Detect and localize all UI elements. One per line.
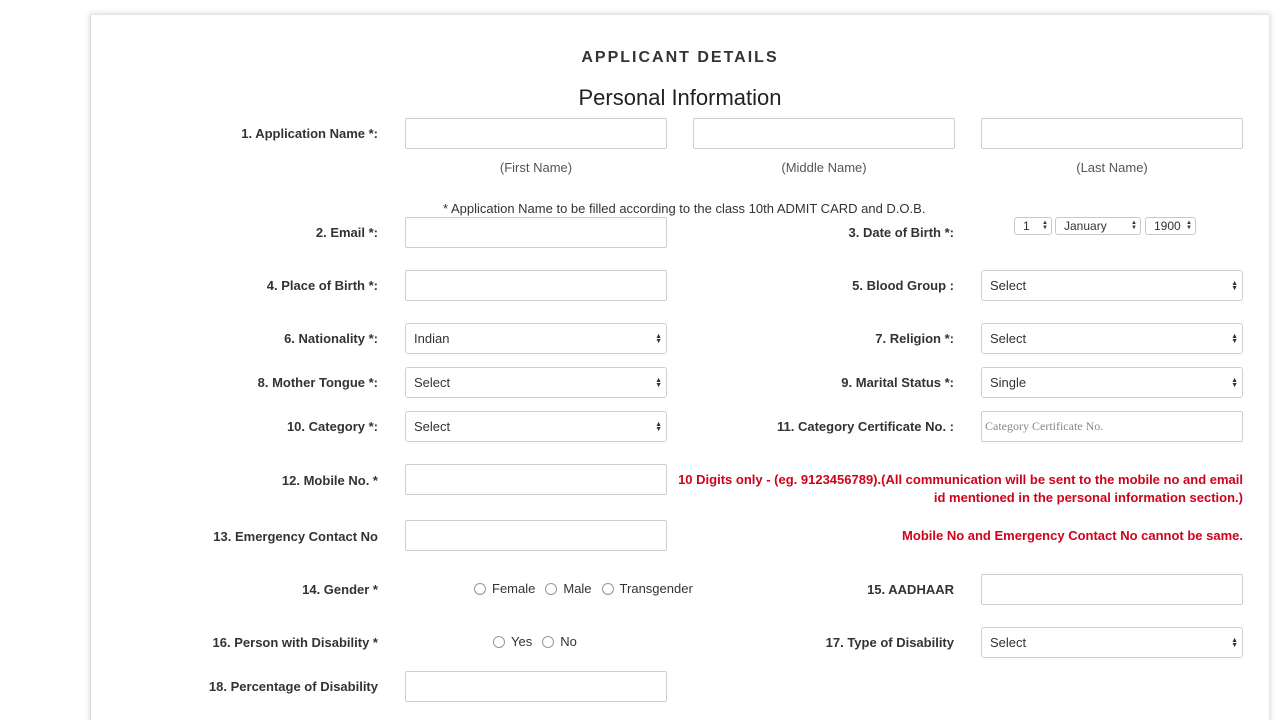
radio-circle-icon [493,636,505,648]
updown-icon: ▲ ▼ [1231,636,1238,649]
emergency-contact-input[interactable] [405,520,667,551]
category-value: Select [414,419,451,434]
radio-circle-icon [545,583,557,595]
mobile-hint-line2: id mentioned in the personal information section.) [933,490,1243,505]
religion-label: 7. Religion *: [875,331,954,346]
gender-transgender-radio[interactable] [602,581,693,596]
disability-type-select[interactable] [981,627,1243,658]
dob-month-select[interactable] [1055,217,1141,235]
updown-icon: ▲ ▼ [655,420,662,433]
aadhaar-label: 15. AADHAAR [867,582,954,597]
gender-female-label: Female [492,581,536,596]
radio-circle-icon [602,583,614,595]
disability-no-label: No [560,634,577,649]
blood-group-select[interactable] [981,270,1243,301]
mobile-input[interactable] [405,464,667,495]
mobile-label: 12. Mobile No. * [281,473,378,488]
dob-year-value: 1900 [1154,219,1181,233]
disability-yes-radio[interactable] [493,634,532,649]
updown-icon: ▲ ▼ [1231,279,1238,292]
religion-select[interactable] [981,323,1243,354]
gender-radio-group [474,581,693,596]
nationality-label: 6. Nationality *: [284,331,378,346]
updown-icon: ▲ ▼ [655,376,662,389]
first-name-caption: (First Name) [499,160,573,175]
mother-tongue-select[interactable] [405,367,667,398]
nationality-value: Indian [414,331,450,346]
category-select[interactable] [405,411,667,442]
updown-icon: ▲ ▼ [1042,220,1048,231]
updown-icon: ▲ ▼ [1186,220,1192,231]
email-label: 2. Email *: [315,225,378,240]
disability-type-label: 17. Type of Disability [825,635,954,650]
application-name-note: * Application Name to be filled according to the class 10th ADMIT CARD and D.O.B. [443,201,926,216]
gender-label: 14. Gender * [302,582,378,597]
category-certificate-placeholder: Category Certificate No. [985,419,1104,433]
aadhaar-input[interactable] [981,574,1243,605]
marital-status-value: Single [990,375,1027,390]
dob-day-value: 1 [1023,219,1030,233]
radio-circle-icon [542,636,554,648]
mobile-hint [663,471,1243,507]
emergency-contact-label: 13. Emergency Contact No [213,529,378,544]
dob-day-select[interactable] [1014,217,1052,235]
emergency-contact-hint: Mobile No and Emergency Contact No cannot be same. [902,528,1243,543]
category-certificate-label: 11. Category Certificate No. : [777,419,954,434]
place-of-birth-label: 4. Place of Birth *: [266,278,378,293]
application-name-label: 1. Application Name *: [241,126,378,141]
updown-icon: ▲ ▼ [1231,376,1238,389]
mother-tongue-label: 8. Mother Tongue *: [257,375,378,390]
nationality-select[interactable] [405,323,667,354]
section-title: APPLICANT DETAILS [581,49,779,66]
disability-percentage-input[interactable] [405,671,667,702]
gender-transgender-label: Transgender [619,581,693,596]
updown-icon: ▲ ▼ [655,332,662,345]
religion-value: Select [990,331,1027,346]
gender-male-label: Male [563,581,592,596]
dob-year-select[interactable] [1145,217,1196,235]
gender-male-radio[interactable] [545,581,591,596]
dob-month-value: January [1064,219,1107,233]
marital-status-select[interactable] [981,367,1243,398]
last-name-input[interactable] [981,118,1243,149]
subsection-title: Personal Information [578,85,782,110]
updown-icon: ▲ ▼ [1131,220,1137,231]
mobile-hint-line1: 10 Digits only - (eg. 9123456789).(All communication will be sent to the mobile no and email [678,472,1243,487]
disability-type-value: Select [990,635,1027,650]
disability-percentage-label: 18. Percentage of Disability [208,679,378,694]
blood-group-label: 5. Blood Group : [852,278,954,293]
marital-status-label: 9. Marital Status *: [841,375,954,390]
middle-name-input[interactable] [693,118,955,149]
disability-radio-group [493,634,577,649]
place-of-birth-input[interactable] [405,270,667,301]
radio-circle-icon [474,583,486,595]
blood-group-value: Select [990,278,1027,293]
mother-tongue-value: Select [414,375,451,390]
email-input[interactable] [405,217,667,248]
category-label: 10. Category *: [286,419,378,434]
category-certificate-input[interactable] [981,411,1243,442]
updown-icon: ▲ ▼ [1231,332,1238,345]
first-name-input[interactable] [405,118,667,149]
gender-female-radio[interactable] [474,581,535,596]
disability-yes-label: Yes [511,634,533,649]
disability-no-radio[interactable] [542,634,577,649]
middle-name-caption: (Middle Name) [781,160,867,175]
last-name-caption: (Last Name) [1076,160,1148,175]
dob-label: 3. Date of Birth *: [848,225,954,240]
disability-label: 16. Person with Disability * [212,635,378,650]
